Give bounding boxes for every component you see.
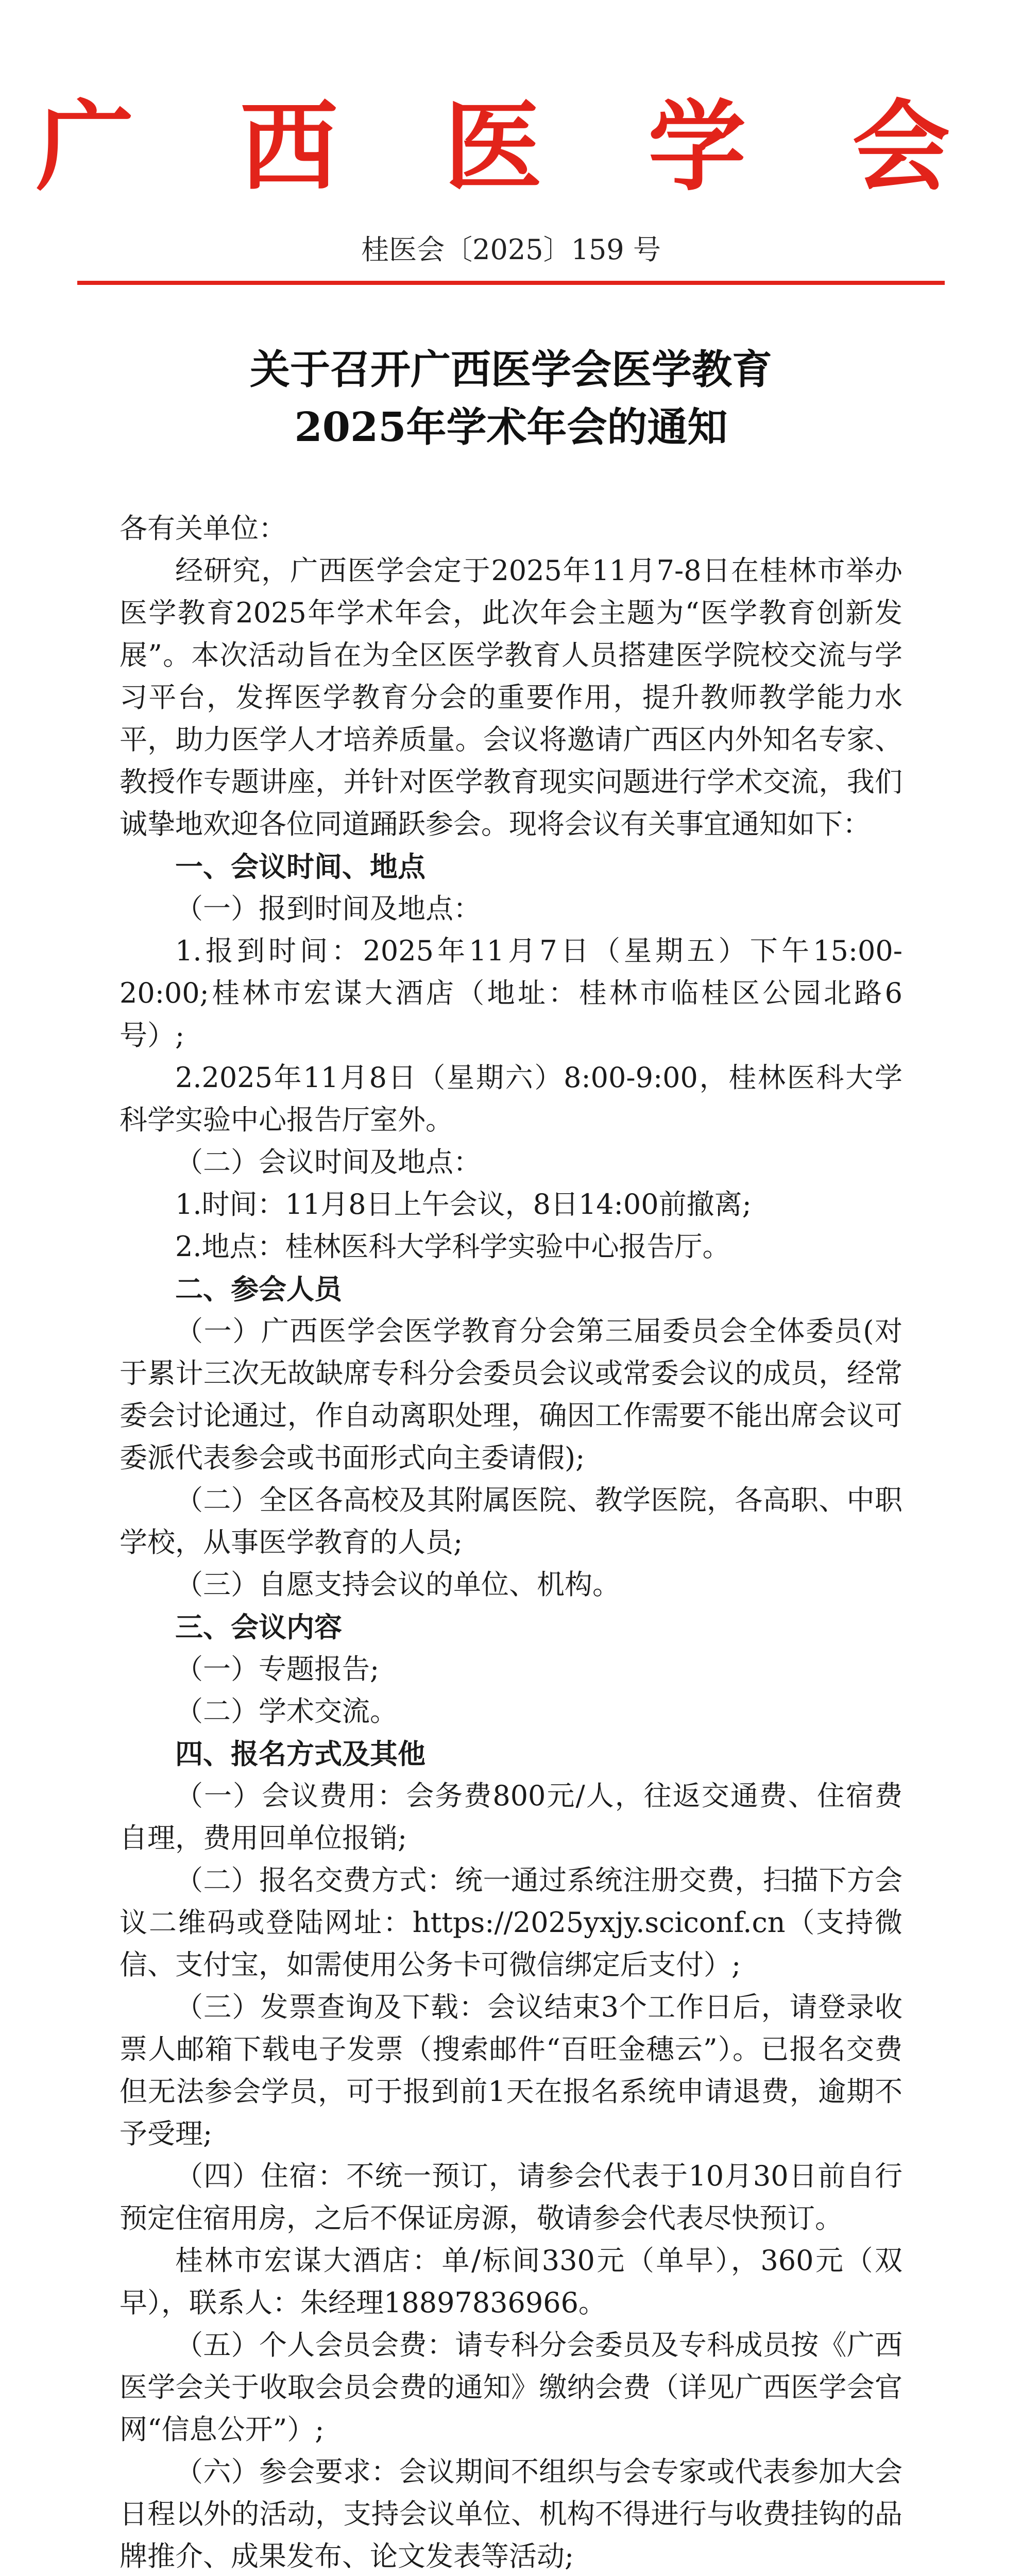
- paragraph: 2.2025年11月8日（星期六）8:00-9:00，桂林医科大学科学实验中心报告厅室外。: [120, 1061, 902, 1136]
- paragraph: （三）发票查询及下载：会议结束3个工作日后，请登录收票人邮箱下载电子发票（搜索邮件“百旺金穗云”）。已报名交费但无法参会学员，可于报到前1天在报名系统申请退费，逾期不予受理;: [120, 1991, 902, 2150]
- paragraph: （一）会议费用：会务费800元/人，往返交通费、住宿费自理，费用回单位报销;: [120, 1780, 902, 1854]
- salutation: 各有关单位：: [120, 512, 286, 545]
- section-heading-2: 二、参会人员: [175, 1273, 342, 1306]
- section-heading-3: 三、会议内容: [175, 1611, 342, 1643]
- paragraph: （二）学术交流。: [175, 1695, 398, 1727]
- paragraph: 1.报到时间：2025年11月7日（星期五）下午15:00-20:00;桂林市宏谋大酒店（地址：桂林市临桂区公园北路6号）;: [120, 935, 902, 1052]
- section-heading-4: 四、报名方式及其他: [175, 1737, 425, 1770]
- letterhead-org-name: 广 西 医 学 会: [36, 89, 986, 204]
- paragraph: 2.地点：桂林医科大学科学实验中心报告厅。: [175, 1230, 730, 1263]
- paragraph: （二）全区各高校及其附属医院、教学医院，各高职、中职学校，从事医学教育的人员;: [120, 1484, 902, 1558]
- paragraph: （一）专题报告;: [175, 1653, 380, 1685]
- document-number: 桂医会〔2025〕159 号: [361, 233, 661, 266]
- paragraph: （一）报到时间及地点：: [175, 892, 481, 925]
- paragraph: （六）参会要求：会议期间不组织与会专家或代表参加大会日程以外的活动，支持会议单位、机构不得进行与收费挂钩的品牌推介、成果发布、论文发表等活动;: [120, 2455, 902, 2572]
- title-line-2: 2025年学术年会的通知: [294, 404, 728, 451]
- paragraph: 1.时间：11月8日上午会议，8日14:00前撤离;: [175, 1188, 752, 1221]
- paragraph: （一）广西医学会医学教育分会第三届委员会全体委员(对于累计三次无故缺席专科分会委员会议或常委会议的成员，经常委会讨论通过，作自动离职处理，确因工作需要不能出席会议可委派代表参会或书面形式向主委请假);: [120, 1315, 902, 1474]
- paragraph: 桂林市宏谋大酒店：单/标间330元（单早），360元（双早），联系人：朱经理18897836966。: [120, 2244, 902, 2319]
- document-body: [120, 507, 902, 2576]
- paragraph: （五）个人会员会费：请专科分会委员及专科成员按《广西医学会关于收取会员会费的通知》缴纳会费（详见广西医学会官网“信息公开”）;: [120, 2329, 902, 2446]
- section-heading-1: 一、会议时间、地点: [175, 850, 425, 883]
- intro-paragraph: 经研究，广西医学会定于2025年11月7-8日在桂林市举办医学教育2025年学术年会，此次年会主题为“医学教育创新发展”。本次活动旨在为全区医学教育人员搭建医学院校交流与学习平台，发挥医学教育分会的重要作用，提升教师教学能力水平，助力医学人才培养质量。会议将邀请广西区内外知名专家、教授作专题讲座，并针对医学教育现实问题进行学术交流，我们诚挚地欢迎各位同道踊跃参会。现将会议有关事宜通知如下：: [120, 554, 902, 840]
- paragraph: （二）报名交费方式：统一通过系统注册交费，扫描下方会议二维码或登陆网址：https://2025yxjy.sciconf.cn（支持微信、支付宝，如需使用公务卡可微信绑定后支付）;: [120, 1864, 902, 1981]
- paragraph: （二）会议时间及地点：: [175, 1146, 481, 1178]
- paragraph: （四）住宿：不统一预订，请参会代表于10月30日前自行预定住宿用房，之后不保证房源，敬请参会代表尽快预订。: [120, 2160, 902, 2234]
- letterhead-divider: [77, 281, 945, 285]
- title-line-1: 关于召开广西医学会医学教育: [249, 346, 772, 393]
- paragraph: （三）自愿支持会议的单位、机构。: [175, 1568, 620, 1601]
